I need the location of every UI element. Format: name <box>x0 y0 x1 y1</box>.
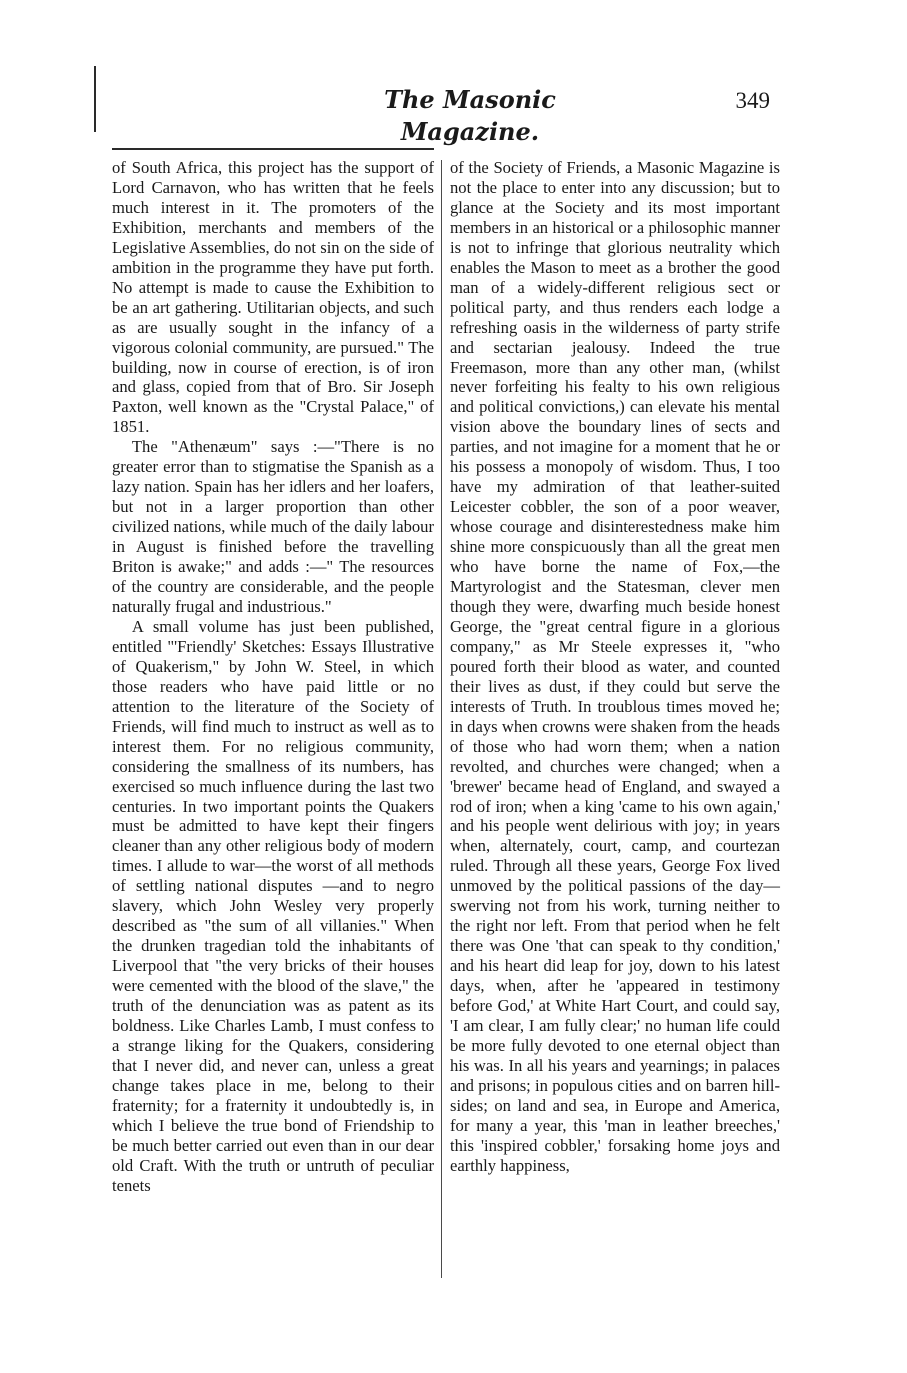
page-edge-mark <box>94 66 96 132</box>
paragraph: The "Athenæum" says :—"There is no greater error than to stigmatise the Spanish as a lazy nation. Spain has her idlers and her loafers, but not in a larger proportion than other civilized nations, while much of the daily labour in August is finished before the travelling Briton is awake;" and adds :—" The resources of the country are considerable, and the people naturally frugal and industrious." <box>112 437 434 616</box>
magazine-title: The Masonic Magazine. <box>384 85 556 146</box>
right-column <box>450 158 780 1176</box>
left-column <box>112 158 434 1196</box>
header-rule <box>112 148 434 150</box>
running-head <box>110 84 784 146</box>
column-divider <box>441 160 442 1278</box>
page-number: 349 <box>735 88 770 113</box>
paragraph: of South Africa, this project has the support of Lord Carnavon, who has written that he feels much interest in it. The promoters of the Exhibition, merchants and members of the Legislative Assemblies, do not sin on the side of ambition in the programme they have put forth. No attempt is made to cause the Exhibition to be an art gathering. Utilitarian objects, and such as are usually sought in the infancy of a vigorous colonial community, are pursued." The building, now in course of erection, is of iron and glass, copied from that of Bro. Sir Joseph Paxton, well known as the "Crystal Palace," of 1851. <box>112 158 434 437</box>
paragraph: of the Society of Friends, a Masonic Magazine is not the place to enter into any discussion; but to glance at the Society and its most important members in an historical or a philosophic manner is not to infringe that glorious neutrality which enables the Mason to meet as a brother the good man of a widely-different religious sect or political party, and thus renders each lodge a refreshing oasis in the wilderness of party strife and sectarian jealousy. Indeed the true Freemason, more than any other man, (whilst never forfeiting his fealty to his own religious and political convictions,) can elevate his mental vision above the boundary lines of sects and parties, and not imagine for a moment that he or his possess a monopoly of wisdom. Thus, I too have my admiration of that leather-suited Leicester cobbler, the son of a poor weaver, whose courage and disinterestedness make him shine more conspicuously than all the great men who have borne the name of Fox,—the Martyrologist and the Statesman, clever men though they were, dwarfing much beside honest George, the "great central figure in a glorious company," as Mr Steele expresses it, "who poured forth their blood as water, and counted their lives as dust, if they could but serve the interests of Truth. In troublous times moved he; in days when crowns were shaken from the heads of those who had worn them; when a nation revolted, and churches were changed; when a 'brewer' became head of England, and swayed a rod of iron; when a king 'came to his own again,' and his people went delirious with joy; in years when, alternately, court, camp, and courtezan ruled. Through all these years, George Fox lived unmoved by the political passions of the day—swerving not from his work, turning neither to the right nor left. From that period when he felt there was One 'that can speak to thy condition,' and his heart did leap for joy, down to his latest days, when, after he 'appeared in testimony before God,' at White Hart Court, and could say, 'I am clear, I am fully clear;' no human life could be more fully devoted to one eternal object than his was. In all his years and yearnings; in palaces and prisons; in populous cities and on barren hill-sides; on land and sea, in Europe and America, for many a year, this 'man in leather breeches,' this 'inspired cobbler,' forsaking home joys and earthly happiness, <box>450 158 780 1175</box>
paragraph: A small volume has just been published, entitled "'Friendly' Sketches: Essays Illustrative of Quakerism," by John W. Steel, in which those readers who have paid little or no attention to the literature of the Society of Friends, will find much to instruct as well as to interest them. For no religious community, considering the smallness of its numbers, has exercised so much influence during the last two centuries. In two important points the Quakers must be admitted to have kept their fingers cleaner than any other religious body of modern times. I allude to war—the worst of all methods of settling national disputes —and to negro slavery, which John Wesley very properly described as "the sum of all villanies." When the drunken tragedian told the inhabitants of Liverpool that "the very bricks of their houses were cemented with the blood of the slave," the truth of the denunciation was as patent as its boldness. Like Charles Lamb, I must confess to a strange liking for the Quakers, considering that I never did, and never can, unless a great change takes place in me, belong to their fraternity; for a fraternity it undoubtedly is, in which I believe the true bond of Friendship to be much better carried out even than in our dear old Craft. With the truth or untruth of peculiar tenets <box>112 616 434 1195</box>
